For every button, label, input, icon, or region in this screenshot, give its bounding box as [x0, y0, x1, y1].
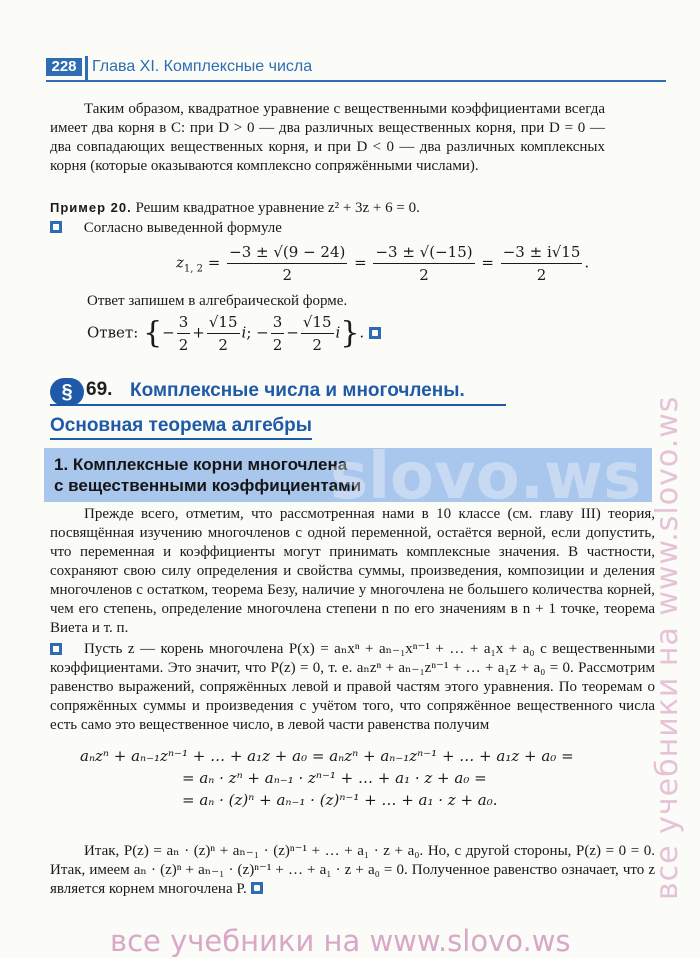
section-number: 69.	[86, 379, 113, 400]
example-heading	[50, 198, 610, 218]
answer-label: Ответ:	[87, 323, 139, 342]
subsection-title-line-2: с вещественными коэффициентами	[54, 476, 362, 495]
equation-line-1: aₙzⁿ + aₙ₋₁zⁿ⁻¹ + … + a₁z + a₀ = aₙzⁿ + aₙ₋₁zⁿ⁻¹ + … + a₁z + a₀ =	[80, 747, 574, 765]
watermark-center: slovo.ws	[330, 440, 642, 514]
solution-start-icon	[50, 221, 62, 233]
chapter-title: Глава XI. Комплексные числа	[92, 58, 313, 75]
paragraph-4-text: Итак, P(z) = aₙ · (z)ⁿ + aₙ₋₁ · (z)ⁿ⁻¹ + … + a₁ · z + a₀. Но, с другой стороны, P(z) = 0 = 0. Итак, имеем aₙ · (z)ⁿ + aₙ₋₁ · (z)ⁿ⁻¹ + … + a₁ · z + a₀ = 0. Полученное равенство означает, что z является корнем многочлена P.	[50, 843, 655, 897]
section-underline	[50, 404, 506, 406]
equation-line-3: = aₙ · (z)ⁿ + aₙ₋₁ · (z)ⁿ⁻¹ + … + a₁ · z + a₀.	[182, 791, 498, 809]
subsection-title-line-1: 1. Комплексные корни многочлена	[54, 455, 348, 474]
watermark-bottom: все учебники на www.slovo.ws	[110, 924, 571, 958]
paragraph-2: Прежде всего, отметим, что рассмотренная нами в 10 классе (см. главу III) теория, посвящённая изучению многочленов с одной переменной, остаётся верной, если допустить, что переменная и коэффициенты могут принимать комплексные значения. В частности, сохраняют свою силу определения и свойства суммы, произведения, композиции и деления многочленов с остатком, теорема Безу, наличие у многочлена не большего количества корней, чем его степень, определение многочлена степени n по его значениям в n + 1 точке, теорема Виета и т. п.	[50, 506, 655, 636]
watermark-side: все учебники на www.slovo.ws	[650, 395, 685, 900]
paragraph-3: Пусть z — корень многочлена P(x) = aₙxⁿ + aₙ₋₁xⁿ⁻¹ + … + a₁x + a₀ с вещественными коэффициентами. Это значит, что P(z) = 0, т. е. aₙzⁿ + aₙ₋₁zⁿ⁻¹ + … + a₁z + a₀ = 0. Рассмотрим равенство выражений, сопряжённых левой и правой частям этого уравнения. По теоремам о сопряжённых суммы и произведения с учётом того, что сопряжённое вещественного числа есть само это вещественное число, в левой части равенства получим	[50, 641, 655, 733]
page-number: 228	[46, 58, 82, 76]
example-statement: Решим квадратное уравнение z² + 3z + 6 = 0.	[135, 200, 420, 216]
section-badge: §	[50, 378, 84, 406]
answer-line: Ответ: {− $\frac{3}{2}$ + $\frac{√15}{2}$ i; − $\frac{3}{2}$ − $\frac{√15}{2}$ i}.	[87, 311, 381, 356]
equation-line-2: = aₙ · zⁿ + aₙ₋₁ · zⁿ⁻¹ + … + a₁ · z + a₀ =	[182, 769, 487, 787]
formula-lhs: z	[176, 253, 184, 272]
example-label: Пример 20.	[50, 200, 132, 215]
header-divider	[85, 56, 88, 80]
intro-paragraph: Таким образом, квадратное уравнение с вещественными коэффициентами всегда имеет два корня в C: при D > 0 — два различных вещественных корня, при D = 0 — два совпадающих вещественных корня, и при D < 0 — два различных комплексных корня (которые оказываются комплексно сопряжёнными числами).	[50, 101, 605, 174]
subsection-title	[54, 454, 361, 496]
example-step-2: Ответ запишем в алгебраической форме.	[87, 293, 348, 309]
fraction-2: $\frac{-3 \pm √(-15)}{2}$	[375, 243, 473, 284]
section-subtitle: Основная теорема алгебры	[50, 415, 312, 440]
fraction-1: $\frac{-3 \pm √(9 - 24)}{2}$	[229, 243, 346, 284]
paragraph-4	[50, 842, 655, 899]
header-rule	[46, 80, 666, 82]
step-1-text: Согласно выведенной формуле	[83, 220, 282, 236]
formula-subscript: 1, 2	[183, 263, 203, 275]
quadratic-formula: $z_{1, 2}$ = $\frac{-3 \pm √(9 - 24)}{2}$ = $\frac{-3 \pm √(-15)}{2}$ = $\frac{-3 \pm i√15}{2}$ .	[176, 243, 590, 284]
fraction-3: $\frac{-3 \pm i√15}{2}$	[502, 243, 581, 284]
proof-end-icon	[251, 882, 263, 894]
solution-end-icon	[369, 327, 381, 339]
section-title: Комплексные числа и многочлены.	[130, 380, 465, 401]
example-step-1	[50, 219, 282, 238]
